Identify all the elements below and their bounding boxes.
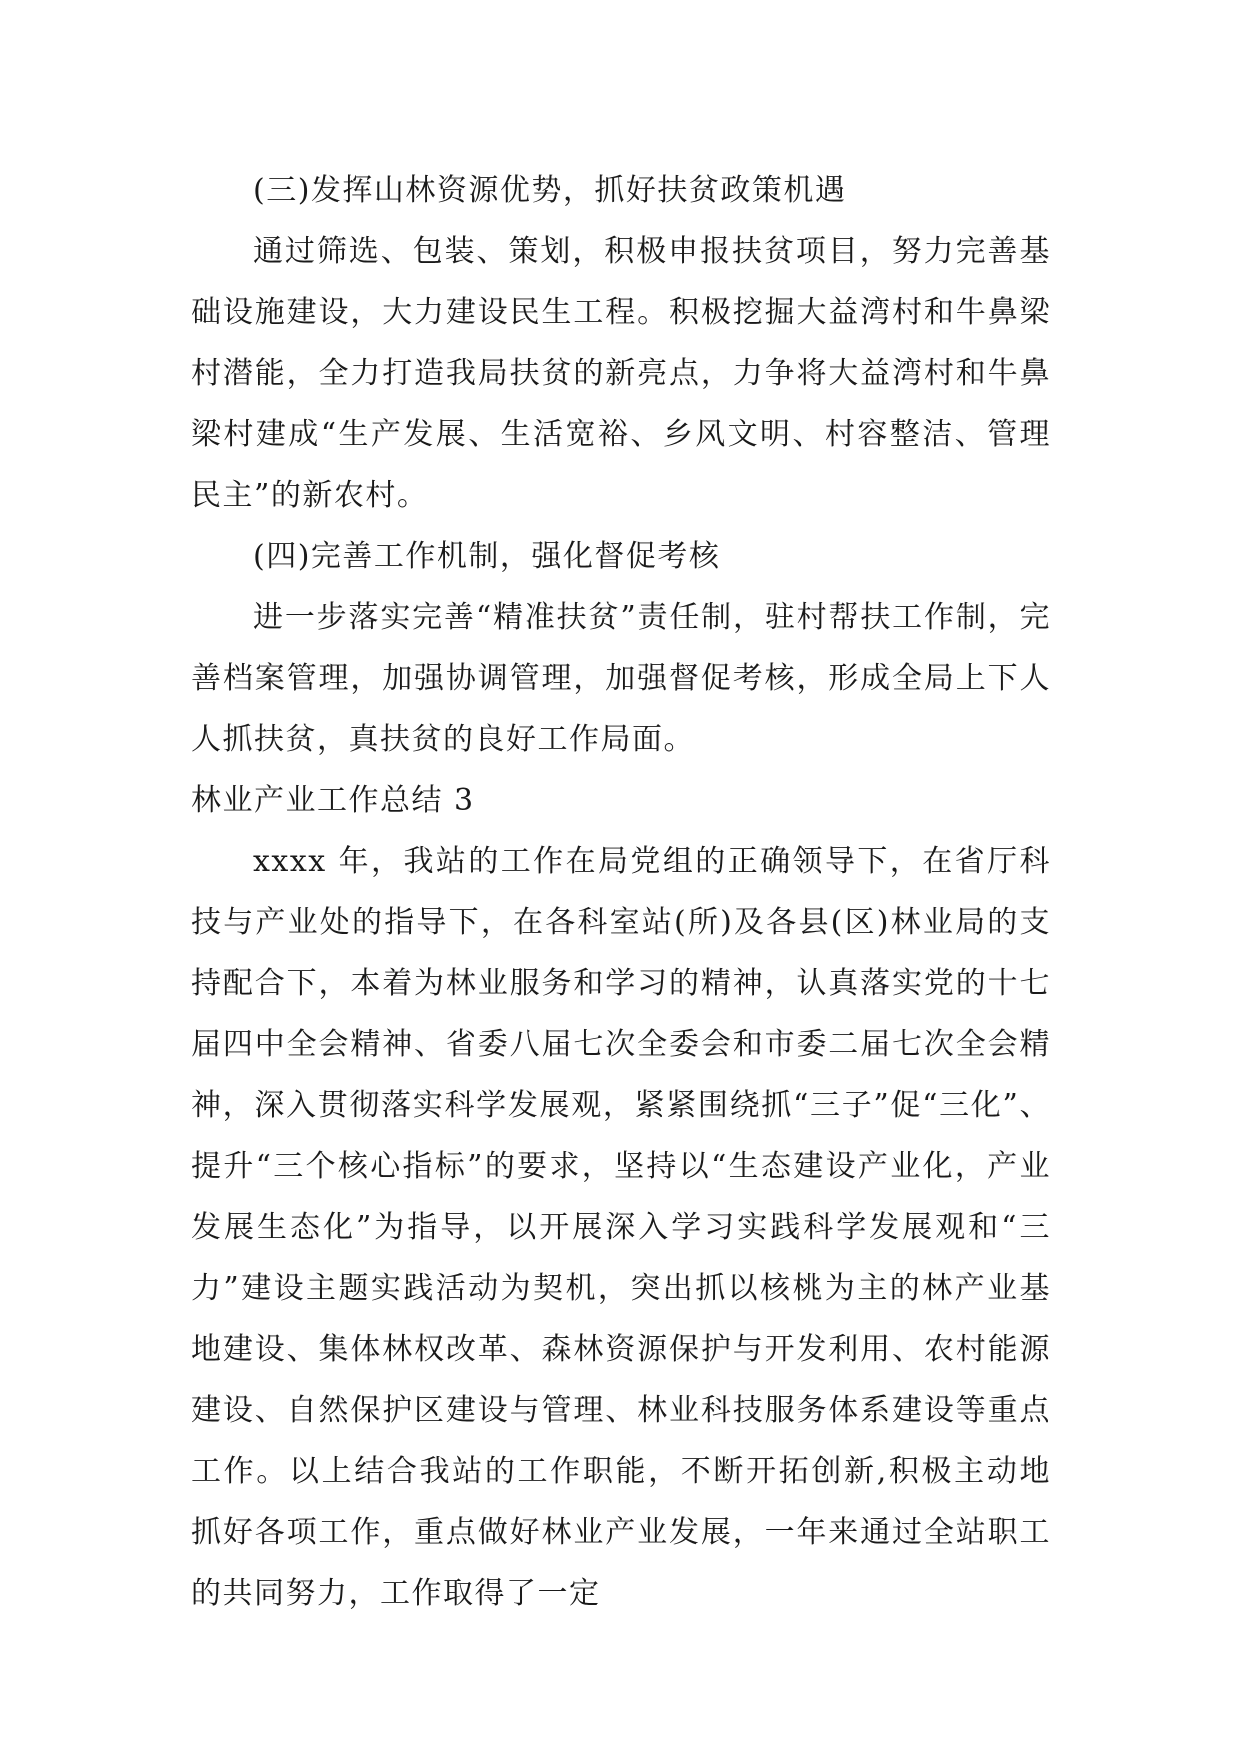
- subsection-heading-4: (四)完善工作机制，强化督促考核: [253, 539, 721, 574]
- document-body: [191, 160, 1051, 1624]
- paragraph-annual-summary: xxxx 年，我站的工作在局党组的正确领导下，在省厅科技与产业处的指导下，在各科室站(所)及各县(区)林业局的支持配合下，本着为林业服务和学习的精神，认真落实党的十七届四中全会精神、省委八届七次全委会和市委二届七次全会精神，深入贯彻落实科学发展观，紧紧围绕抓“三子”促“三化”、提升“三个核心指标”的要求，坚持以“生态建设产业化，产业发展生态化”为指导，以开展深入学习实践科学发展观和“三力”建设主题实践活动为契机，突出抓以核桃为主的林产业基地建设、集体林权改革、森林资源保护与开发利用、农村能源建设、自然保护区建设与管理、林业科技服务体系建设等重点工作。以上结合我站的工作职能，不断开拓创新,积极主动地抓好各项工作，重点做好林业产业发展，一年来通过全站职工的共同努力，工作取得了一定: [191, 844, 1051, 1611]
- paragraph-poverty-projects: 通过筛选、包装、策划，积极申报扶贫项目，努力完善基础设施建设，大力建设民生工程。积极挖掘大益湾村和牛鼻梁村潜能，全力打造我局扶贫的新亮点，力争将大益湾村和牛鼻梁村建成“生产发展、生活宽裕、乡风文明、村容整洁、管理民主”的新农村。: [191, 234, 1051, 513]
- subsection-heading-3: (三)发挥山林资源优势，抓好扶贫政策机遇: [253, 173, 847, 208]
- paragraph-work-mechanism: 进一步落实完善“精准扶贫”责任制，驻村帮扶工作制，完善档案管理，加强协调管理，加强督促考核，形成全局上下人人抓扶贫，真扶贫的良好工作局面。: [191, 600, 1051, 757]
- section-title: 林业产业工作总结 3: [191, 783, 475, 818]
